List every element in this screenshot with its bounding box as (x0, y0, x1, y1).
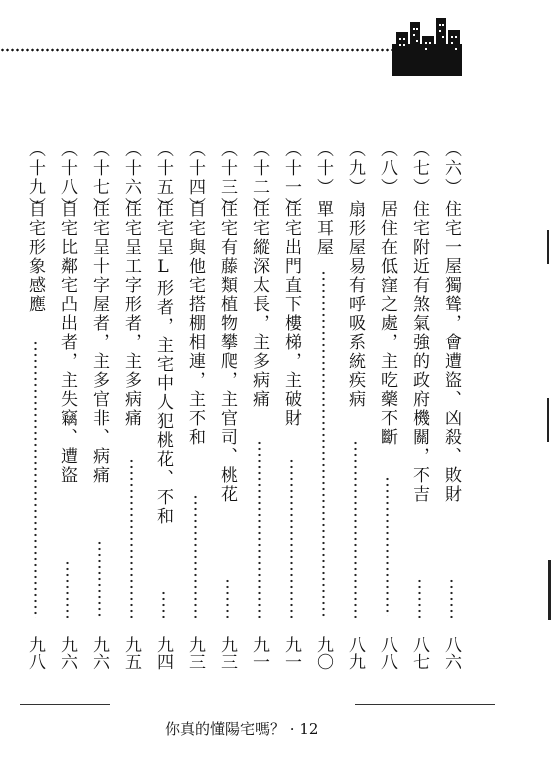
toc-entry-index: （十九） (25, 140, 45, 216)
footer-rule (355, 704, 495, 705)
toc-entry-index: （十五） (153, 140, 173, 216)
toc-leader-dots (354, 440, 357, 618)
toc-entry (408, 140, 430, 670)
toc-entry-title: 單耳屋 (313, 200, 333, 257)
toc-entry-page: 九三 (185, 636, 205, 670)
toc-entry-title: 住宅縱深太長，主多病痛 (249, 200, 269, 409)
toc-leader-dots (418, 578, 421, 618)
toc-entry-index: （九） (345, 140, 365, 197)
toc-entry-title: 住宅一屋獨聳，會遭盜、凶殺、敗財 (441, 200, 461, 504)
toc-entry-title: 居住在低窪之處，主吃藥不斷 (377, 200, 397, 447)
toc-leader-dots (322, 270, 325, 618)
toc-entry-page: 八八 (377, 636, 397, 670)
toc-entry (440, 140, 462, 670)
toc-leader-dots (98, 540, 101, 618)
toc-entry-page: 九三 (217, 636, 237, 670)
toc-entry-page: 九一 (249, 636, 269, 670)
toc-entry-page: 八六 (441, 636, 461, 670)
toc-entry-page: 九八 (25, 636, 45, 670)
toc-entry-index: （十二） (249, 140, 269, 216)
scan-edge-mark (548, 560, 551, 620)
footer-separator: · (289, 720, 295, 738)
toc-entry-title: 扇形屋易有呼吸系統疾病 (345, 200, 365, 409)
toc-entry-page: 九五 (121, 636, 141, 670)
toc-entry-title: 住宅出門直下樓梯，主破財 (281, 200, 301, 428)
footer-rule (20, 704, 110, 705)
toc-entry (152, 140, 174, 670)
toc-entry (376, 140, 398, 670)
toc-entry-page: 八七 (409, 636, 429, 670)
scan-edge-mark (547, 398, 549, 442)
toc-entry (120, 140, 142, 670)
toc-entry (344, 140, 366, 670)
table-of-contents (25, 140, 470, 670)
toc-leader-dots (34, 340, 37, 618)
toc-leader-dots (162, 590, 165, 618)
toc-entry-index: （十七） (89, 140, 109, 216)
toc-leader-dots (450, 578, 453, 618)
toc-entry-index: （十） (313, 140, 333, 197)
toc-entry (312, 140, 334, 670)
toc-entry-title: 自宅與他宅搭棚相連，主不和 (185, 200, 205, 447)
toc-leader-dots (386, 476, 389, 616)
header-dotted-line (0, 48, 392, 52)
toc-entry-page: 八九 (345, 636, 365, 670)
toc-entry-page: 九〇 (313, 636, 333, 670)
toc-entry-title: 自宅比鄰宅凸出者，主失竊、遭盜 (57, 200, 77, 485)
toc-entry-index: （十一） (281, 140, 301, 216)
toc-entry-title: 住宅有藤類植物攀爬，主官司、桃花 (217, 200, 237, 504)
toc-entry-title: 住宅呈十字屋者，主多官非、病痛 (89, 200, 109, 485)
toc-leader-dots (290, 458, 293, 618)
toc-entry-page: 九六 (89, 636, 109, 670)
toc-leader-dots (258, 440, 261, 618)
footer-book-title: 你真的懂陽宅嗎？ (165, 720, 286, 738)
toc-entry-page: 九四 (153, 636, 173, 670)
toc-leader-dots (130, 458, 133, 618)
toc-entry-index: （十三） (217, 140, 237, 216)
toc-entry-index: （十四） (185, 140, 205, 216)
toc-entry-index: （七） (409, 140, 429, 197)
toc-entry-title: 住宅附近有煞氣強的政府機關，不吉 (409, 200, 429, 504)
toc-entry (184, 140, 206, 670)
toc-entry-page: 九六 (57, 636, 77, 670)
toc-leader-dots (226, 578, 229, 618)
toc-entry-title: 住宅呈工字形者，主多病痛 (121, 200, 141, 428)
toc-entry (24, 140, 46, 670)
toc-leader-dots (66, 560, 69, 618)
city-buildings-icon (392, 14, 462, 76)
toc-entry-title: 自宅形象感應 (25, 200, 45, 314)
toc-entry-title: 住宅呈L形者，主宅中人犯桃花、不和 (153, 200, 173, 526)
toc-entry (216, 140, 238, 670)
footer-page-number: 12 (299, 720, 319, 738)
toc-entry-index: （六） (441, 140, 461, 197)
toc-entry (88, 140, 110, 670)
toc-entry (56, 140, 78, 670)
toc-entry-index: （十六） (121, 140, 141, 216)
toc-entry (280, 140, 302, 670)
toc-leader-dots (194, 494, 197, 618)
page-footer (165, 718, 365, 739)
scan-edge-mark (547, 230, 549, 264)
toc-entry-index: （八） (377, 140, 397, 197)
toc-entry (248, 140, 270, 670)
toc-entry-index: （十八） (57, 140, 77, 216)
toc-entry-page: 九一 (281, 636, 301, 670)
